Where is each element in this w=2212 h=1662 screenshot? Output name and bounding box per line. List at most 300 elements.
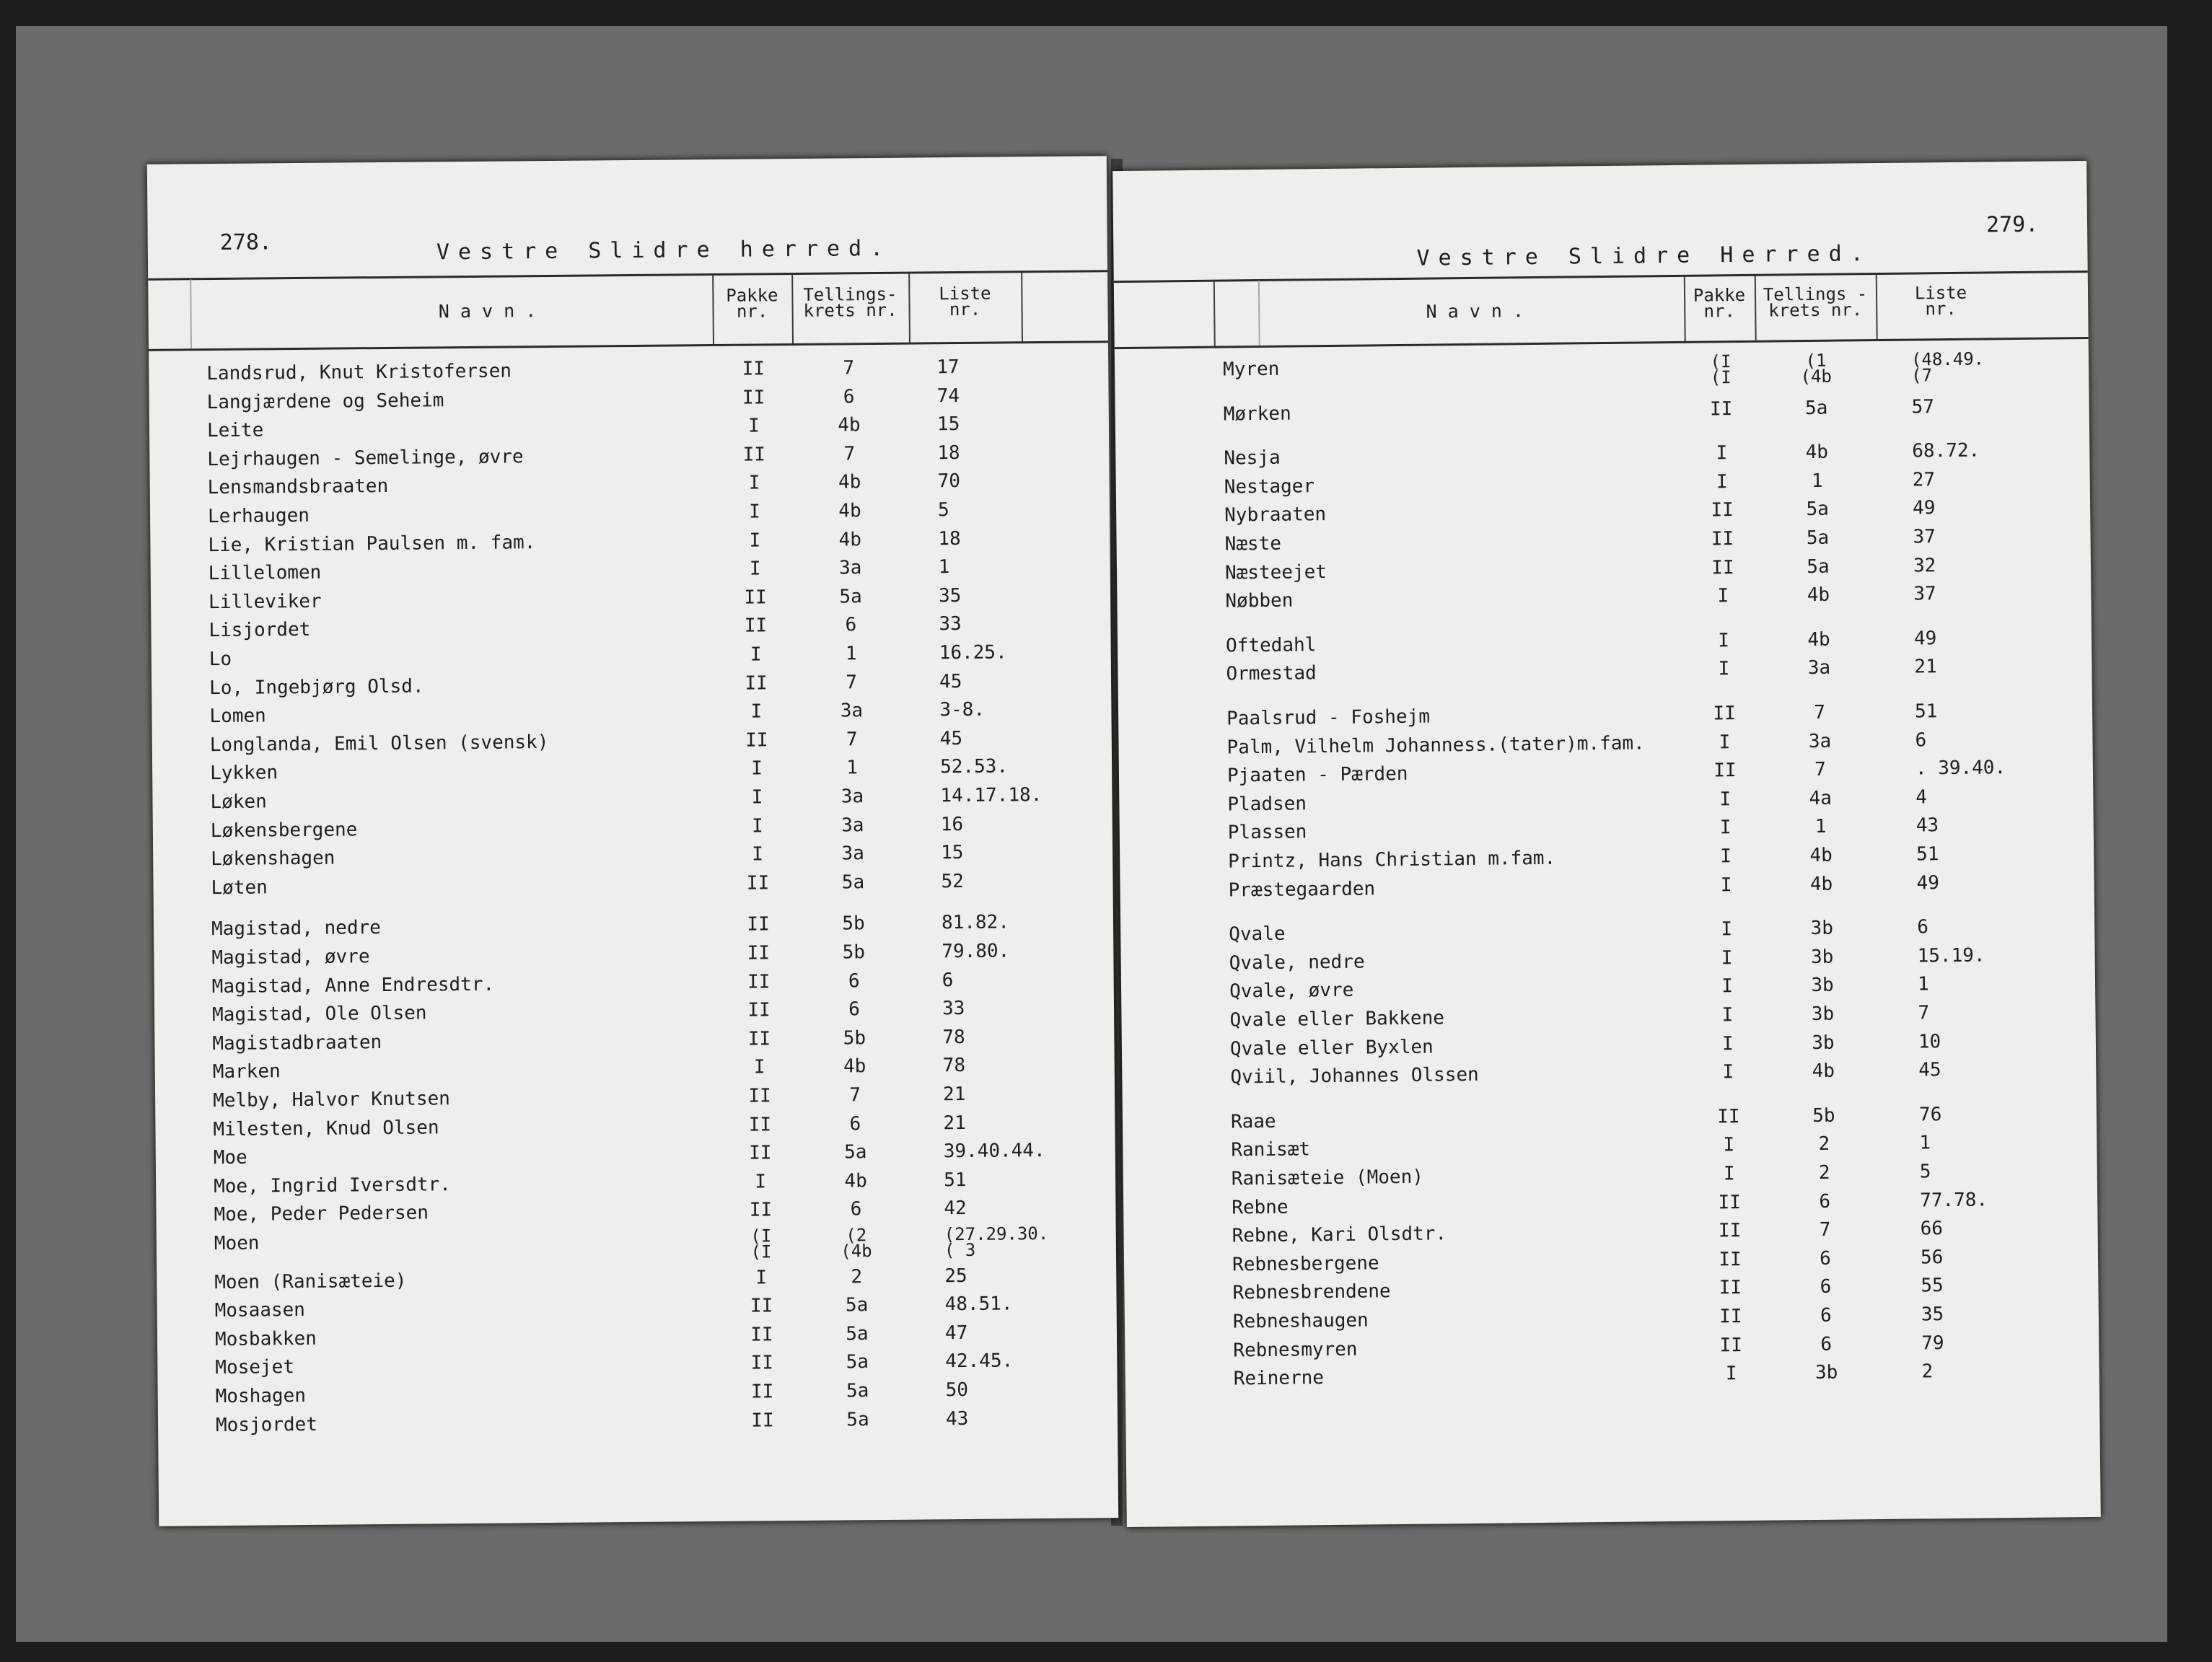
liste-number: 70: [937, 470, 961, 493]
place-name: Magistad, øvre: [211, 946, 370, 970]
tellingskrets-number: 5a: [846, 1408, 869, 1431]
tellingskrets-number: 6: [1820, 1304, 1832, 1327]
place-name: Nestager: [1224, 475, 1315, 498]
place-name: Nesja: [1224, 447, 1281, 470]
tellingskrets-number: 2: [1818, 1133, 1830, 1156]
tellingskrets-number: 5a: [846, 1322, 869, 1345]
tellingskrets-number: 1: [1811, 470, 1823, 492]
col-header-tellingskrets: Tellings- krets nr.: [803, 283, 897, 321]
place-name: Landsrud, Knut Kristofersen: [206, 360, 512, 385]
pakke-number: I: [755, 1171, 767, 1193]
liste-number: 49: [1916, 871, 1940, 894]
tellingskrets-number: 4b: [838, 528, 862, 551]
place-name: Lo: [209, 648, 232, 671]
liste-number: (48.49. (7: [1910, 348, 1985, 386]
place-name: Rebne: [1232, 1196, 1289, 1219]
pakke-number: I: [751, 757, 763, 780]
tellingskrets-number: 4b: [1809, 844, 1833, 867]
place-name: Pjaaten - Pærden: [1226, 763, 1408, 787]
place-name: Rebnesbrendene: [1232, 1280, 1391, 1304]
pakke-number: II: [1711, 528, 1734, 550]
liste-number: 51: [943, 1169, 967, 1192]
place-name: Løten: [211, 876, 268, 899]
pakke-number: (I (I: [750, 1226, 772, 1262]
pakke-number: II: [747, 1028, 771, 1050]
pakke-number: I: [1723, 1163, 1735, 1185]
liste-number: 56: [1920, 1246, 1944, 1269]
liste-number: 21: [943, 1112, 966, 1134]
liste-number: 33: [939, 613, 962, 636]
tellingskrets-number: 6: [848, 970, 860, 992]
place-name: Magistad, Ole Olsen: [211, 1002, 427, 1026]
place-name: Magistadbraaten: [212, 1031, 382, 1055]
tellingskrets-number: 7: [843, 443, 856, 465]
pakke-number: I: [752, 843, 764, 866]
pakke-number: II: [748, 1113, 772, 1136]
pakke-number: I: [1721, 1004, 1734, 1026]
place-name: Langjærdene og Seheim: [206, 389, 444, 413]
pakke-number: II: [1719, 1277, 1742, 1299]
place-name: Myren: [1222, 358, 1280, 381]
pakke-number: I: [1725, 1363, 1737, 1385]
tellingskrets-number: 4a: [1809, 787, 1833, 809]
tellingskrets-number: 3a: [841, 786, 864, 808]
column-divider: [1258, 281, 1260, 346]
pakke-number: I: [748, 415, 760, 437]
tellingskrets-number: 3a: [841, 843, 864, 865]
tellingskrets-number: 6: [1819, 1190, 1831, 1213]
pakke-number: I: [1722, 1061, 1734, 1083]
place-name: Mosjordet: [215, 1413, 318, 1436]
tellingskrets-number: 5a: [846, 1380, 869, 1402]
pakke-number: II: [747, 970, 771, 993]
tellingskrets-number: 3a: [1807, 657, 1831, 680]
tellingskrets-number: 4b: [838, 500, 861, 522]
place-name: Longlanda, Emil Olsen (svensk): [209, 731, 549, 756]
place-name: Løken: [210, 791, 267, 814]
liste-number: 39.40.44.: [943, 1140, 1045, 1163]
col-header-liste: Liste nr.: [1914, 282, 1967, 320]
tellingskrets-number: 3b: [1810, 946, 1834, 968]
place-name: Paalsrud - Foshejm: [1226, 705, 1431, 730]
liste-number: 47: [944, 1322, 968, 1345]
place-name: Lillelomen: [208, 561, 322, 585]
pakke-number: I: [1716, 442, 1728, 465]
liste-number: 52.53.: [939, 755, 1009, 778]
tellingskrets-number: 3b: [1811, 975, 1834, 997]
tellingskrets-number: 3b: [1812, 1032, 1835, 1054]
tellingskrets-number: 3a: [838, 557, 862, 579]
place-name: Præstegaarden: [1228, 877, 1376, 902]
liste-number: 78: [942, 1026, 965, 1049]
place-name: Lykken: [210, 762, 278, 785]
header-bottom-rule: [1115, 337, 2089, 349]
tellingskrets-number: 2: [1818, 1161, 1830, 1184]
liste-number: 14.17.18.: [940, 784, 1043, 807]
liste-number: 15: [936, 413, 960, 436]
liste-number: 81.82.: [941, 911, 1010, 934]
tellingskrets-number: 5a: [1807, 555, 1830, 578]
place-name: Moe: [213, 1146, 247, 1169]
tellingskrets-number: 1: [1814, 816, 1827, 838]
tellingskrets-number: 4b: [1805, 441, 1829, 464]
liste-number: 10: [1918, 1030, 1941, 1053]
place-name: Mosbakken: [214, 1327, 317, 1350]
pakke-number: II: [742, 444, 766, 466]
place-name: Magistad, nedre: [211, 917, 381, 941]
tellingskrets-number: 7: [849, 1084, 861, 1107]
tellingskrets-number: 3b: [1810, 917, 1834, 940]
place-name: Løkensbergene: [210, 818, 358, 842]
pakke-number: II: [746, 872, 770, 894]
col-header-liste: Liste nr.: [939, 283, 991, 320]
liste-number: 45: [939, 670, 962, 692]
pakke-number: II: [750, 1295, 773, 1317]
pakke-number: II: [1719, 1334, 1743, 1356]
pakke-number: I: [1720, 845, 1732, 868]
tellingskrets-number: 4b: [838, 414, 861, 436]
tellingskrets-number: 7: [1814, 701, 1826, 724]
liste-number: 49: [1913, 627, 1937, 650]
col-header-pakke: Pakke nr.: [726, 285, 778, 322]
place-name: Løkenshagen: [211, 847, 335, 871]
liste-number: 37: [1913, 583, 1936, 605]
pakke-number: II: [1711, 499, 1734, 522]
liste-number: 43: [1915, 814, 1939, 837]
pakke-number: II: [1709, 397, 1733, 421]
place-name: Rebnesmyren: [1233, 1338, 1358, 1362]
pakke-number: II: [745, 729, 768, 752]
pakke-number: I: [755, 1266, 768, 1289]
place-name: Qvale: [1229, 923, 1286, 946]
pakke-number: I: [1717, 585, 1729, 607]
tellingskrets-number: 7: [1819, 1218, 1831, 1241]
place-name: Qvale eller Byxlen: [1229, 1036, 1434, 1060]
pakke-number: I: [1718, 658, 1730, 680]
place-name: Lo, Ingebjørg Olsd.: [209, 675, 424, 699]
tellingskrets-number: 3b: [1811, 1003, 1835, 1026]
tellingskrets-number: (1 (4b: [1800, 350, 1833, 387]
pakke-number: II: [1713, 703, 1736, 725]
pakke-number: I: [1721, 975, 1734, 998]
pakke-number: I: [1723, 1134, 1735, 1156]
liste-number: 68.72.: [1912, 439, 1980, 462]
pakke-number: II: [1719, 1306, 1742, 1328]
tellingskrets-number: 5b: [843, 1026, 866, 1050]
place-name: Lilleviker: [208, 590, 322, 613]
liste-number: 1: [1919, 1132, 1931, 1154]
pakke-number: I: [1718, 630, 1730, 652]
pakke-number: II: [750, 1324, 773, 1346]
pakke-number: I: [751, 815, 763, 837]
place-name: Oftedahl: [1225, 633, 1317, 657]
pakke-number: II: [747, 913, 770, 936]
liste-number: 45: [1918, 1059, 1941, 1081]
right-page: [1112, 161, 2101, 1527]
place-name: Melby, Halvor Knutsen: [212, 1088, 450, 1112]
place-name: Lie, Kristian Paulsen m. fam.: [208, 531, 536, 556]
tellingskrets-number: 4b: [844, 1169, 867, 1192]
pakke-number: II: [745, 672, 768, 695]
tellingskrets-number: 1: [846, 757, 859, 779]
tellingskrets-number: 2: [851, 1265, 863, 1288]
liste-number: 21: [1914, 656, 1937, 678]
pakke-number: I: [749, 558, 761, 580]
pakke-number: II: [749, 1199, 773, 1221]
pakke-number: II: [751, 1409, 774, 1432]
tellingskrets-number: 5a: [841, 871, 865, 894]
place-name: Milesten, Knud Olsen: [213, 1116, 439, 1140]
page-number: 279.: [1985, 211, 2039, 238]
place-name: Moen: [214, 1232, 260, 1255]
place-name: Qviil, Johannes Olssen: [1230, 1064, 1479, 1089]
table-row: [1115, 350, 2089, 389]
tellingskrets-number: 7: [846, 729, 858, 751]
tellingskrets-number: 4b: [843, 1055, 866, 1078]
liste-number: 16: [940, 813, 964, 835]
liste-number: 2: [1921, 1360, 1934, 1383]
liste-number: 32: [1913, 554, 1936, 577]
tellingskrets-number: 3b: [1814, 1361, 1838, 1384]
pakke-number: II: [1718, 1220, 1742, 1242]
pakke-number: I: [1721, 946, 1733, 970]
tellingskrets-number: 5a: [1804, 397, 1828, 419]
place-name: Rebnesbergene: [1232, 1252, 1379, 1276]
tellingskrets-number: 5a: [846, 1351, 869, 1373]
place-name: Nøbben: [1225, 589, 1294, 612]
tellingskrets-number: 5a: [839, 586, 862, 608]
header-top-rule: [1114, 271, 2088, 283]
liste-number: 78: [942, 1055, 966, 1077]
tellingskrets-number: 5a: [845, 1294, 869, 1316]
tellingskrets-number: 6: [1820, 1276, 1832, 1298]
liste-number: (27.29.30. ( 3: [944, 1223, 1049, 1261]
liste-number: 51: [1914, 700, 1938, 723]
tellingskrets-number: 6: [849, 1112, 861, 1135]
liste-number: 1: [938, 556, 950, 579]
place-name: Ranisæt: [1231, 1138, 1311, 1161]
liste-number: 17: [936, 356, 960, 379]
tellingskrets-number: 6: [845, 614, 857, 636]
tellingskrets-number: 4b: [1807, 584, 1830, 607]
tellingskrets-number: 7: [843, 357, 855, 379]
liste-number: 3-8.: [939, 698, 986, 721]
place-name: Qvale, øvre: [1229, 980, 1354, 1003]
tellingskrets-number: 6: [843, 385, 855, 408]
place-name: Rebneshaugen: [1232, 1309, 1369, 1333]
pakke-number: I: [751, 786, 763, 809]
liste-number: 6: [1917, 916, 1929, 938]
liste-number: 16.25.: [939, 641, 1007, 664]
place-name: Moen (Ranisæteie): [214, 1270, 407, 1293]
liste-number: 35: [1921, 1303, 1944, 1326]
tellingskrets-number: 4b: [838, 471, 861, 493]
liste-number: 6: [942, 969, 954, 991]
pakke-number: I: [1720, 874, 1732, 896]
tellingskrets-number: 5b: [842, 941, 866, 964]
place-name: Qvale eller Bakkene: [1229, 1007, 1445, 1032]
pakke-number: I: [753, 1056, 765, 1078]
place-name: Lisjordet: [209, 619, 311, 642]
place-name: Ranisæteie (Moen): [1231, 1166, 1424, 1190]
left-page: [147, 156, 1118, 1526]
tellingskrets-number: 3a: [840, 700, 864, 722]
pakke-number: II: [748, 1085, 771, 1107]
liste-number: 43: [945, 1407, 969, 1430]
liste-number: 42.45.: [945, 1350, 1014, 1373]
liste-number: 15: [941, 842, 964, 864]
tellingskrets-number: 5a: [1806, 498, 1829, 521]
pakke-number: I: [1719, 788, 1732, 811]
pakke-number: I: [749, 529, 761, 552]
liste-number: 37: [1913, 526, 1936, 548]
pakke-number: II: [1717, 1105, 1740, 1128]
liste-number: 18: [938, 527, 961, 550]
tellingskrets-number: 4b: [1809, 873, 1833, 895]
pakke-number: II: [742, 386, 765, 409]
pakke-number: I: [750, 643, 762, 666]
liste-number: 74: [936, 384, 960, 407]
tellingskrets-number: 7: [1814, 759, 1826, 781]
liste-number: 4: [1915, 786, 1928, 809]
col-header-tellingskrets: Tellings - krets nr.: [1763, 283, 1868, 321]
liste-number: 15.19.: [1917, 944, 1985, 967]
pakke-number: I: [1721, 1032, 1734, 1055]
pakke-number: I: [1719, 817, 1732, 839]
liste-number: . 39.40.: [1915, 757, 2006, 780]
pakke-number: II: [750, 1381, 774, 1403]
pakke-number: I: [1716, 471, 1728, 493]
tellingskrets-number: 3a: [1808, 730, 1832, 752]
pakke-number: (I (I: [1710, 351, 1732, 388]
col-header-navn: N a v n .: [438, 300, 537, 322]
place-name: Lensmandsbraaten: [207, 475, 389, 499]
col-header-pakke: Pakke nr.: [1693, 284, 1746, 322]
pakke-number: II: [742, 358, 765, 380]
place-name: Palm, Vilhelm Johanness.(tater)m.fam.: [1226, 732, 1645, 759]
pakke-number: II: [1711, 556, 1734, 579]
tellingskrets-number: 6: [848, 998, 861, 1021]
tellingskrets-number: 1: [845, 643, 857, 665]
pakke-number: II: [744, 586, 767, 609]
page-heading: Vestre Slidre herred.: [436, 235, 892, 265]
liste-number: 6: [1915, 729, 1927, 752]
liste-number: 21: [942, 1083, 966, 1106]
tellingskrets-number: 4b: [1807, 628, 1830, 651]
place-name: Pladsen: [1227, 793, 1307, 816]
liste-number: 79: [1921, 1332, 1944, 1355]
col-header-navn: N a v n .: [1426, 300, 1524, 322]
place-name: Moshagen: [215, 1384, 307, 1408]
liste-number: 48.51.: [944, 1293, 1013, 1316]
place-name: Nybraaten: [1224, 504, 1327, 527]
place-name: Mosaasen: [214, 1299, 306, 1322]
liste-number: 76: [1918, 1103, 1942, 1126]
tellingskrets-number: 6: [850, 1198, 862, 1221]
column-divider: [1213, 281, 1216, 346]
pakke-number: II: [748, 1142, 772, 1164]
pakke-number: II: [1718, 1191, 1742, 1214]
liste-number: 51: [1916, 843, 1939, 866]
place-name: Moe, Peder Pedersen: [214, 1202, 429, 1226]
pakke-number: II: [1713, 760, 1737, 782]
table-row: [1115, 395, 2089, 434]
place-name: Lomen: [209, 705, 266, 728]
page-heading: Vestre Slidre Herred.: [1416, 241, 1872, 271]
tellingskrets-number: 6: [1820, 1247, 1832, 1270]
liste-number: 55: [1921, 1275, 1944, 1297]
liste-number: 66: [1920, 1218, 1944, 1240]
tellingskrets-number: 7: [846, 671, 858, 694]
header-top-rule: [148, 270, 1107, 281]
place-name: Lerhaugen: [207, 504, 310, 528]
pakke-number: II: [747, 999, 771, 1021]
liste-number: 33: [942, 998, 965, 1020]
pakke-number: II: [750, 1352, 774, 1374]
place-name: Mosejet: [215, 1356, 295, 1379]
pakke-number: I: [749, 501, 760, 523]
place-name: Næste: [1224, 532, 1282, 555]
pakke-number: II: [744, 615, 768, 638]
place-name: Printz, Hans Christian m.fam.: [1228, 847, 1556, 873]
liste-number: 25: [944, 1265, 967, 1287]
liste-number: 5: [937, 499, 949, 522]
liste-number: 1: [1917, 973, 1929, 995]
liste-number: 49: [1912, 497, 1936, 519]
pakke-number: II: [747, 942, 771, 964]
place-name: Mørken: [1223, 403, 1291, 426]
liste-number: 7: [1918, 1002, 1930, 1024]
tellingskrets-number: 5a: [843, 1141, 867, 1164]
liste-number: 35: [938, 584, 962, 607]
liste-number: 79.80.: [942, 940, 1010, 963]
tellingskrets-number: 5b: [1812, 1104, 1835, 1127]
column-divider: [190, 279, 192, 348]
pakke-number: I: [1721, 918, 1733, 941]
place-name: Raae: [1230, 1110, 1276, 1133]
place-name: Marken: [212, 1060, 281, 1083]
place-name: Qvale, nedre: [1229, 951, 1365, 975]
place-name: Næsteejet: [1224, 560, 1327, 584]
pakke-number: II: [1719, 1248, 1742, 1271]
tellingskrets-number: 4b: [1812, 1060, 1835, 1083]
page-number: 278.: [219, 229, 273, 255]
liste-number: 27: [1912, 469, 1936, 491]
liste-number: 77.78.: [1920, 1189, 1988, 1212]
liste-number: 18: [937, 441, 960, 465]
pakke-number: I: [750, 700, 763, 723]
tellingskrets-number: 6: [1820, 1333, 1833, 1355]
liste-number: 45: [939, 727, 963, 750]
place-name: Reinerne: [1233, 1367, 1325, 1390]
place-name: Rebne, Kari Olsdtr.: [1232, 1223, 1447, 1247]
place-name: Leite: [206, 419, 264, 442]
liste-number: 50: [945, 1379, 969, 1402]
place-name: Moe, Ingrid Iversdtr.: [214, 1174, 452, 1197]
pakke-number: I: [1719, 731, 1731, 753]
tellingskrets-number: 5b: [842, 913, 865, 935]
place-name: Plassen: [1227, 821, 1307, 844]
tellingskrets-number: 5a: [1806, 527, 1830, 550]
tellingskrets-number: 3a: [841, 814, 864, 837]
pakke-number: I: [748, 472, 760, 494]
liste-number: 42: [944, 1197, 967, 1220]
place-name: Magistad, Anne Endresdtr.: [211, 973, 495, 998]
place-name: Lejrhaugen - Semelinge, øvre: [207, 446, 524, 470]
liste-number: 5: [1919, 1161, 1931, 1183]
liste-number: 57: [1911, 395, 1935, 418]
tellingskrets-number: (2 (4b: [841, 1225, 872, 1262]
